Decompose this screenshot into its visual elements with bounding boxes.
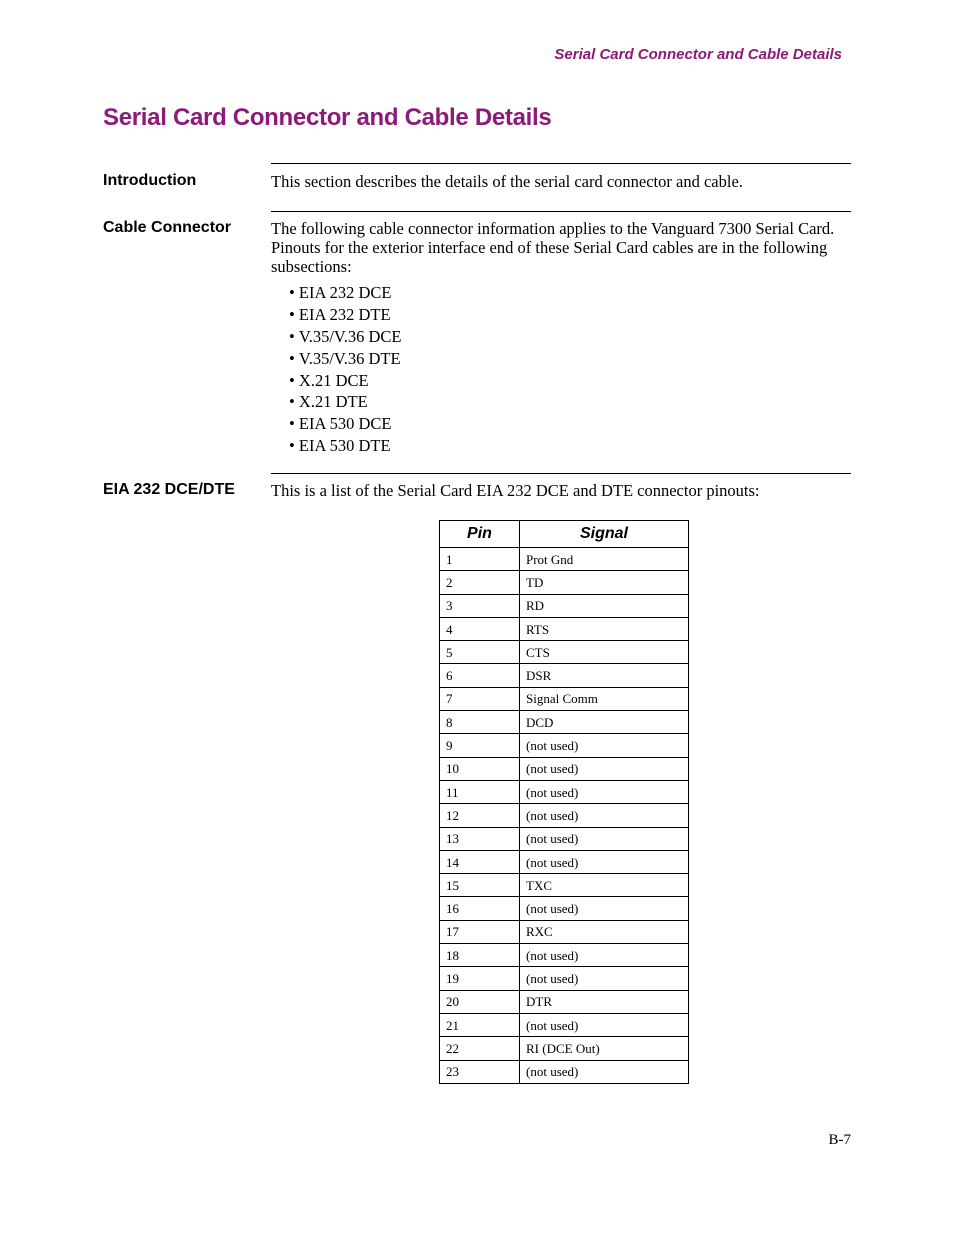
table-row — [440, 757, 689, 780]
table-row — [440, 827, 689, 850]
pin-cell: 23 — [440, 1060, 520, 1083]
signal-cell: (not used) — [520, 967, 689, 990]
signal-cell: CTS — [520, 641, 689, 664]
pin-cell: 14 — [440, 850, 520, 873]
signal-cell: DSR — [520, 664, 689, 687]
table-row — [440, 641, 689, 664]
pin-cell: 11 — [440, 780, 520, 803]
table-row — [440, 990, 689, 1013]
signal-cell: (not used) — [520, 757, 689, 780]
signal-cell: TD — [520, 571, 689, 594]
subsection-list — [289, 282, 401, 457]
table-row — [440, 617, 689, 640]
pin-cell: 6 — [440, 664, 520, 687]
signal-cell: DTR — [520, 990, 689, 1013]
pin-cell: 21 — [440, 1013, 520, 1036]
page-title: Serial Card Connector and Cable Details — [103, 104, 552, 131]
pin-cell: 18 — [440, 944, 520, 967]
introduction-text: This section describes the details of the serial card connector and cable. — [271, 172, 743, 191]
pinout-table — [439, 520, 689, 1084]
table-row — [440, 687, 689, 710]
pin-cell: 8 — [440, 711, 520, 734]
signal-cell: (not used) — [520, 804, 689, 827]
pin-cell: 7 — [440, 687, 520, 710]
cable-connector-text: The following cable connector information applies to the Vanguard 7300 Serial Card. Pinouts for the exterior interface end of these Serial Card cables are in the following subsections: — [271, 219, 835, 276]
table-row — [440, 804, 689, 827]
pin-cell: 2 — [440, 571, 520, 594]
pin-cell: 1 — [440, 548, 520, 571]
signal-cell: Prot Gnd — [520, 548, 689, 571]
signal-cell: RXC — [520, 920, 689, 943]
pin-cell: 5 — [440, 641, 520, 664]
table-row — [440, 944, 689, 967]
section-heading-cable-connector: Cable Connector — [103, 219, 232, 236]
signal-cell: (not used) — [520, 827, 689, 850]
signal-cell: (not used) — [520, 850, 689, 873]
eia232-text: This is a list of the Serial Card EIA 232 DCE and DTE connector pinouts: — [271, 481, 760, 500]
signal-cell: (not used) — [520, 1060, 689, 1083]
table-row — [440, 548, 689, 571]
signal-cell: (not used) — [520, 780, 689, 803]
signal-cell: RTS — [520, 617, 689, 640]
table-row — [440, 920, 689, 943]
section-heading-introduction: Introduction — [103, 172, 197, 189]
pin-cell: 22 — [440, 1037, 520, 1060]
table-header-row — [440, 521, 689, 548]
list-item: • EIA 530 DCE — [289, 413, 401, 435]
section-heading-eia232: EIA 232 DCE/DTE — [103, 481, 235, 498]
pin-cell: 4 — [440, 617, 520, 640]
list-item: • EIA 232 DTE — [289, 304, 401, 326]
table-row — [440, 1013, 689, 1036]
table-row — [440, 850, 689, 873]
table-row — [440, 664, 689, 687]
table-row — [440, 1037, 689, 1060]
signal-cell: TXC — [520, 874, 689, 897]
signal-cell: RI (DCE Out) — [520, 1037, 689, 1060]
table-row — [440, 571, 689, 594]
pin-cell: 20 — [440, 990, 520, 1013]
table-row — [440, 711, 689, 734]
section-divider — [271, 473, 851, 474]
pin-cell: 3 — [440, 594, 520, 617]
signal-cell: Signal Comm — [520, 687, 689, 710]
pin-cell: 10 — [440, 757, 520, 780]
pin-cell: 9 — [440, 734, 520, 757]
section-divider — [271, 163, 851, 164]
page-number: B-7 — [828, 1132, 851, 1148]
pin-cell: 16 — [440, 897, 520, 920]
list-item: • X.21 DTE — [289, 391, 401, 413]
pin-cell: 15 — [440, 874, 520, 897]
list-item: • EIA 232 DCE — [289, 282, 401, 304]
table-row — [440, 874, 689, 897]
running-header: Serial Card Connector and Cable Details — [554, 46, 842, 63]
signal-cell: RD — [520, 594, 689, 617]
table-row — [440, 734, 689, 757]
table-row — [440, 1060, 689, 1083]
pin-cell: 19 — [440, 967, 520, 990]
list-item: • V.35/V.36 DTE — [289, 348, 401, 370]
column-header-pin: Pin — [440, 521, 520, 548]
list-item: • EIA 530 DTE — [289, 435, 401, 457]
list-item: • V.35/V.36 DCE — [289, 326, 401, 348]
signal-cell: (not used) — [520, 897, 689, 920]
table-row — [440, 780, 689, 803]
pin-cell: 13 — [440, 827, 520, 850]
signal-cell: (not used) — [520, 734, 689, 757]
pin-cell: 12 — [440, 804, 520, 827]
table-row — [440, 897, 689, 920]
section-divider — [271, 211, 851, 212]
table-row — [440, 594, 689, 617]
signal-cell: DCD — [520, 711, 689, 734]
column-header-signal: Signal — [520, 521, 689, 548]
signal-cell: (not used) — [520, 1013, 689, 1036]
table-row — [440, 967, 689, 990]
pin-cell: 17 — [440, 920, 520, 943]
signal-cell: (not used) — [520, 944, 689, 967]
list-item: • X.21 DCE — [289, 370, 401, 392]
